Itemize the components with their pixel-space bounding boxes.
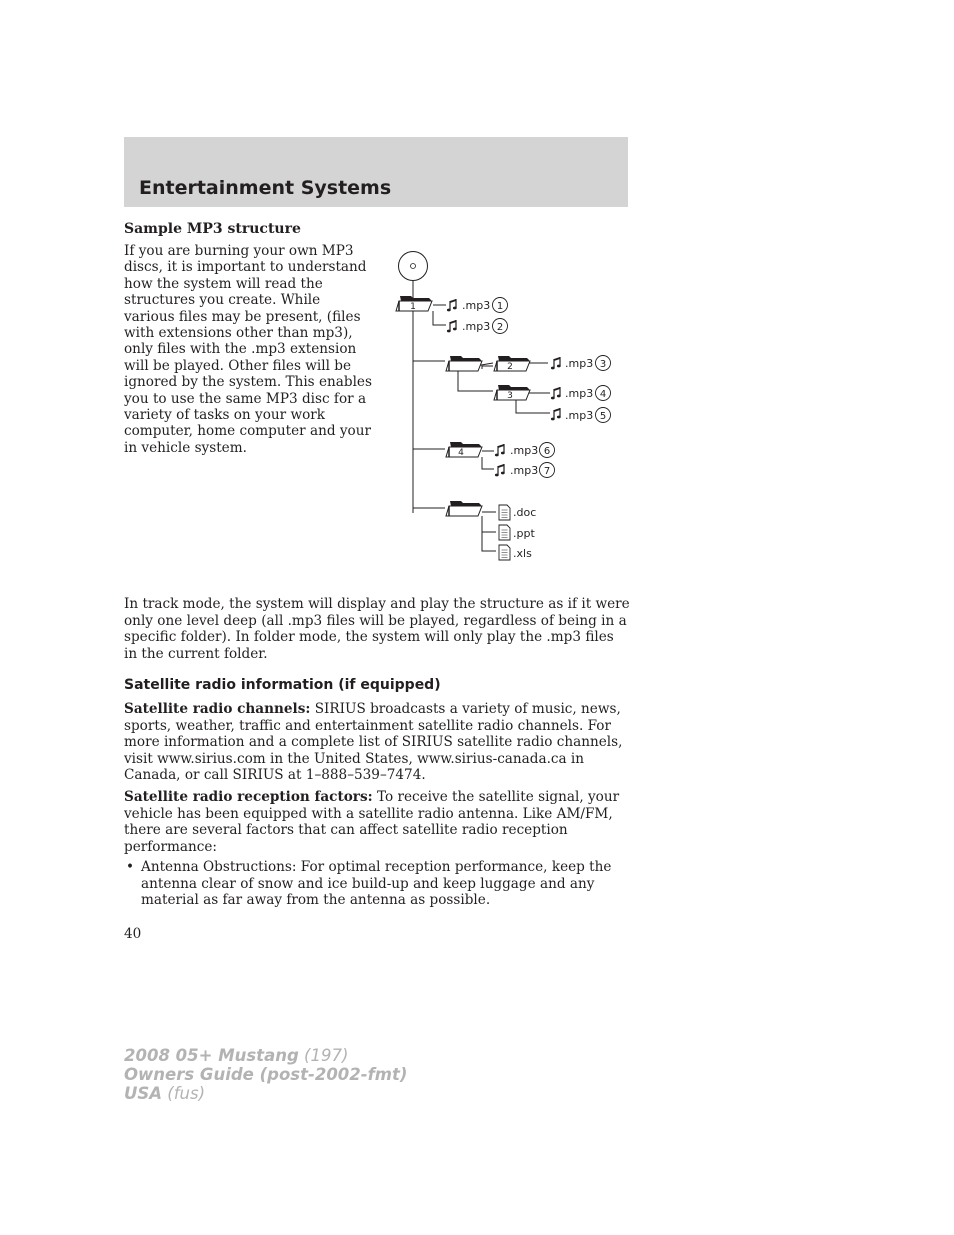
music-note-icon xyxy=(447,299,457,311)
svg-text:.mp3: .mp3 xyxy=(462,299,491,312)
document-icon xyxy=(499,505,510,520)
svg-text:.doc: .doc xyxy=(513,506,537,519)
satellite-reception-label: Satellite radio reception factors: xyxy=(124,789,373,805)
svg-text:.mp3: .mp3 xyxy=(510,444,539,457)
folder-3 xyxy=(494,385,530,401)
folder-1-label: 1 xyxy=(410,302,416,312)
file-mp3-track-3 xyxy=(551,356,611,371)
svg-text:1: 1 xyxy=(496,301,504,312)
svg-text:4: 4 xyxy=(599,389,607,400)
file-mp3-track-5 xyxy=(551,408,611,423)
svg-text:.mp3: .mp3 xyxy=(462,320,491,333)
footer-line-3: USA (fus) xyxy=(124,1084,206,1103)
list-item-text: Antenna Obstructions: For optimal reception performance, keep the antenna clear of snow and ice build-up and keep luggage and any material as far away from the antenna as possible. xyxy=(141,859,612,909)
list-item xyxy=(124,859,630,909)
mp3-structure-diagram xyxy=(390,245,620,575)
satellite-channels-paragraph xyxy=(124,701,630,784)
folder-icon xyxy=(446,442,482,457)
svg-text:.mp3: .mp3 xyxy=(510,464,539,477)
music-note-icon xyxy=(495,464,505,476)
satellite-radio-heading: Satellite radio information (if equipped) xyxy=(124,677,441,693)
folder-1 xyxy=(396,296,432,312)
svg-text:3: 3 xyxy=(507,391,513,401)
svg-text:.mp3: .mp3 xyxy=(565,357,594,370)
folder-4 xyxy=(446,442,482,458)
file-ppt xyxy=(499,525,535,540)
satellite-channels-text: SIRIUS broadcasts a variety of music, news, sports, weather, traffic and entertainment satellite radio channels. For more information and a complete list of SIRIUS satellite radio channels, visit www.sirius.com in the United States, www.sirius-canada.ca in Canada, or call SIRIUS at 1–888–539–7474. xyxy=(124,701,623,784)
satellite-reception-paragraph xyxy=(124,789,630,855)
satellite-channels-label: Satellite radio channels: xyxy=(124,701,311,717)
music-note-icon xyxy=(447,320,457,332)
svg-text:2: 2 xyxy=(496,322,504,333)
footer-line-1: 2008 05+ Mustang (197) xyxy=(124,1046,349,1065)
music-note-icon xyxy=(495,444,505,456)
folder-icon xyxy=(446,356,482,371)
folder-icon xyxy=(446,501,482,516)
folder-unlabeled-parent xyxy=(446,356,482,371)
svg-text:5: 5 xyxy=(599,411,607,422)
chapter-title: Entertainment Systems xyxy=(139,177,392,199)
svg-text:6: 6 xyxy=(543,446,551,457)
svg-text:3: 3 xyxy=(599,359,607,370)
svg-text:.mp3: .mp3 xyxy=(565,387,594,400)
footer-line-2: Owners Guide (post-2002-fmt) xyxy=(124,1065,408,1084)
folder-2 xyxy=(494,356,530,372)
file-mp3-track-7 xyxy=(495,463,555,478)
chapter-header-band xyxy=(124,137,628,207)
file-mp3-track-2 xyxy=(447,319,508,334)
file-xls xyxy=(499,545,532,560)
music-note-icon xyxy=(551,357,561,369)
satellite-reception-text: To receive the satellite signal, your vehicle has been equipped with a satellite radio antenna. Like AM/FM, there are several factors that can affect satellite radio reception performance: xyxy=(124,789,620,855)
page-number: 40 xyxy=(124,926,142,942)
file-mp3-track-6 xyxy=(495,443,555,458)
reception-factors-list xyxy=(124,859,630,909)
mp3-intro-paragraph: If you are burning your own MP3 discs, it is important to understand how the system will read the structures you create. While various files may be present, (files with extensions other than mp3), only files with the .mp3 extension will be played. Other files will be ignored by the system. This enables you to use the same MP3 disc for a variety of tasks on your work computer, home computer and your in vehicle system. xyxy=(124,243,372,456)
document-icon xyxy=(499,545,510,560)
svg-text:4: 4 xyxy=(458,448,464,458)
document-icon xyxy=(499,525,510,540)
folder-other-files xyxy=(446,501,482,516)
svg-text:7: 7 xyxy=(543,466,551,477)
document-footer xyxy=(124,1046,407,1103)
file-mp3-track-1 xyxy=(447,298,508,313)
music-note-icon xyxy=(551,387,561,399)
file-doc xyxy=(499,505,536,520)
svg-text:2: 2 xyxy=(507,362,513,372)
track-mode-paragraph: In track mode, the system will display and play the structure as if it were only one level deep (all .mp3 files will be played, regardless of being in a specific folder). In folder mode, the system will only play the .mp3 files in the current folder. xyxy=(124,596,630,662)
disc-icon xyxy=(399,252,428,281)
file-mp3-track-4 xyxy=(551,386,611,401)
bullet-mark: • xyxy=(126,859,135,875)
svg-text:.mp3: .mp3 xyxy=(565,409,594,422)
svg-text:.ppt: .ppt xyxy=(513,527,535,540)
music-note-icon xyxy=(551,408,561,420)
svg-text:.xls: .xls xyxy=(513,547,532,560)
mp3-structure-heading: Sample MP3 structure xyxy=(124,221,301,237)
